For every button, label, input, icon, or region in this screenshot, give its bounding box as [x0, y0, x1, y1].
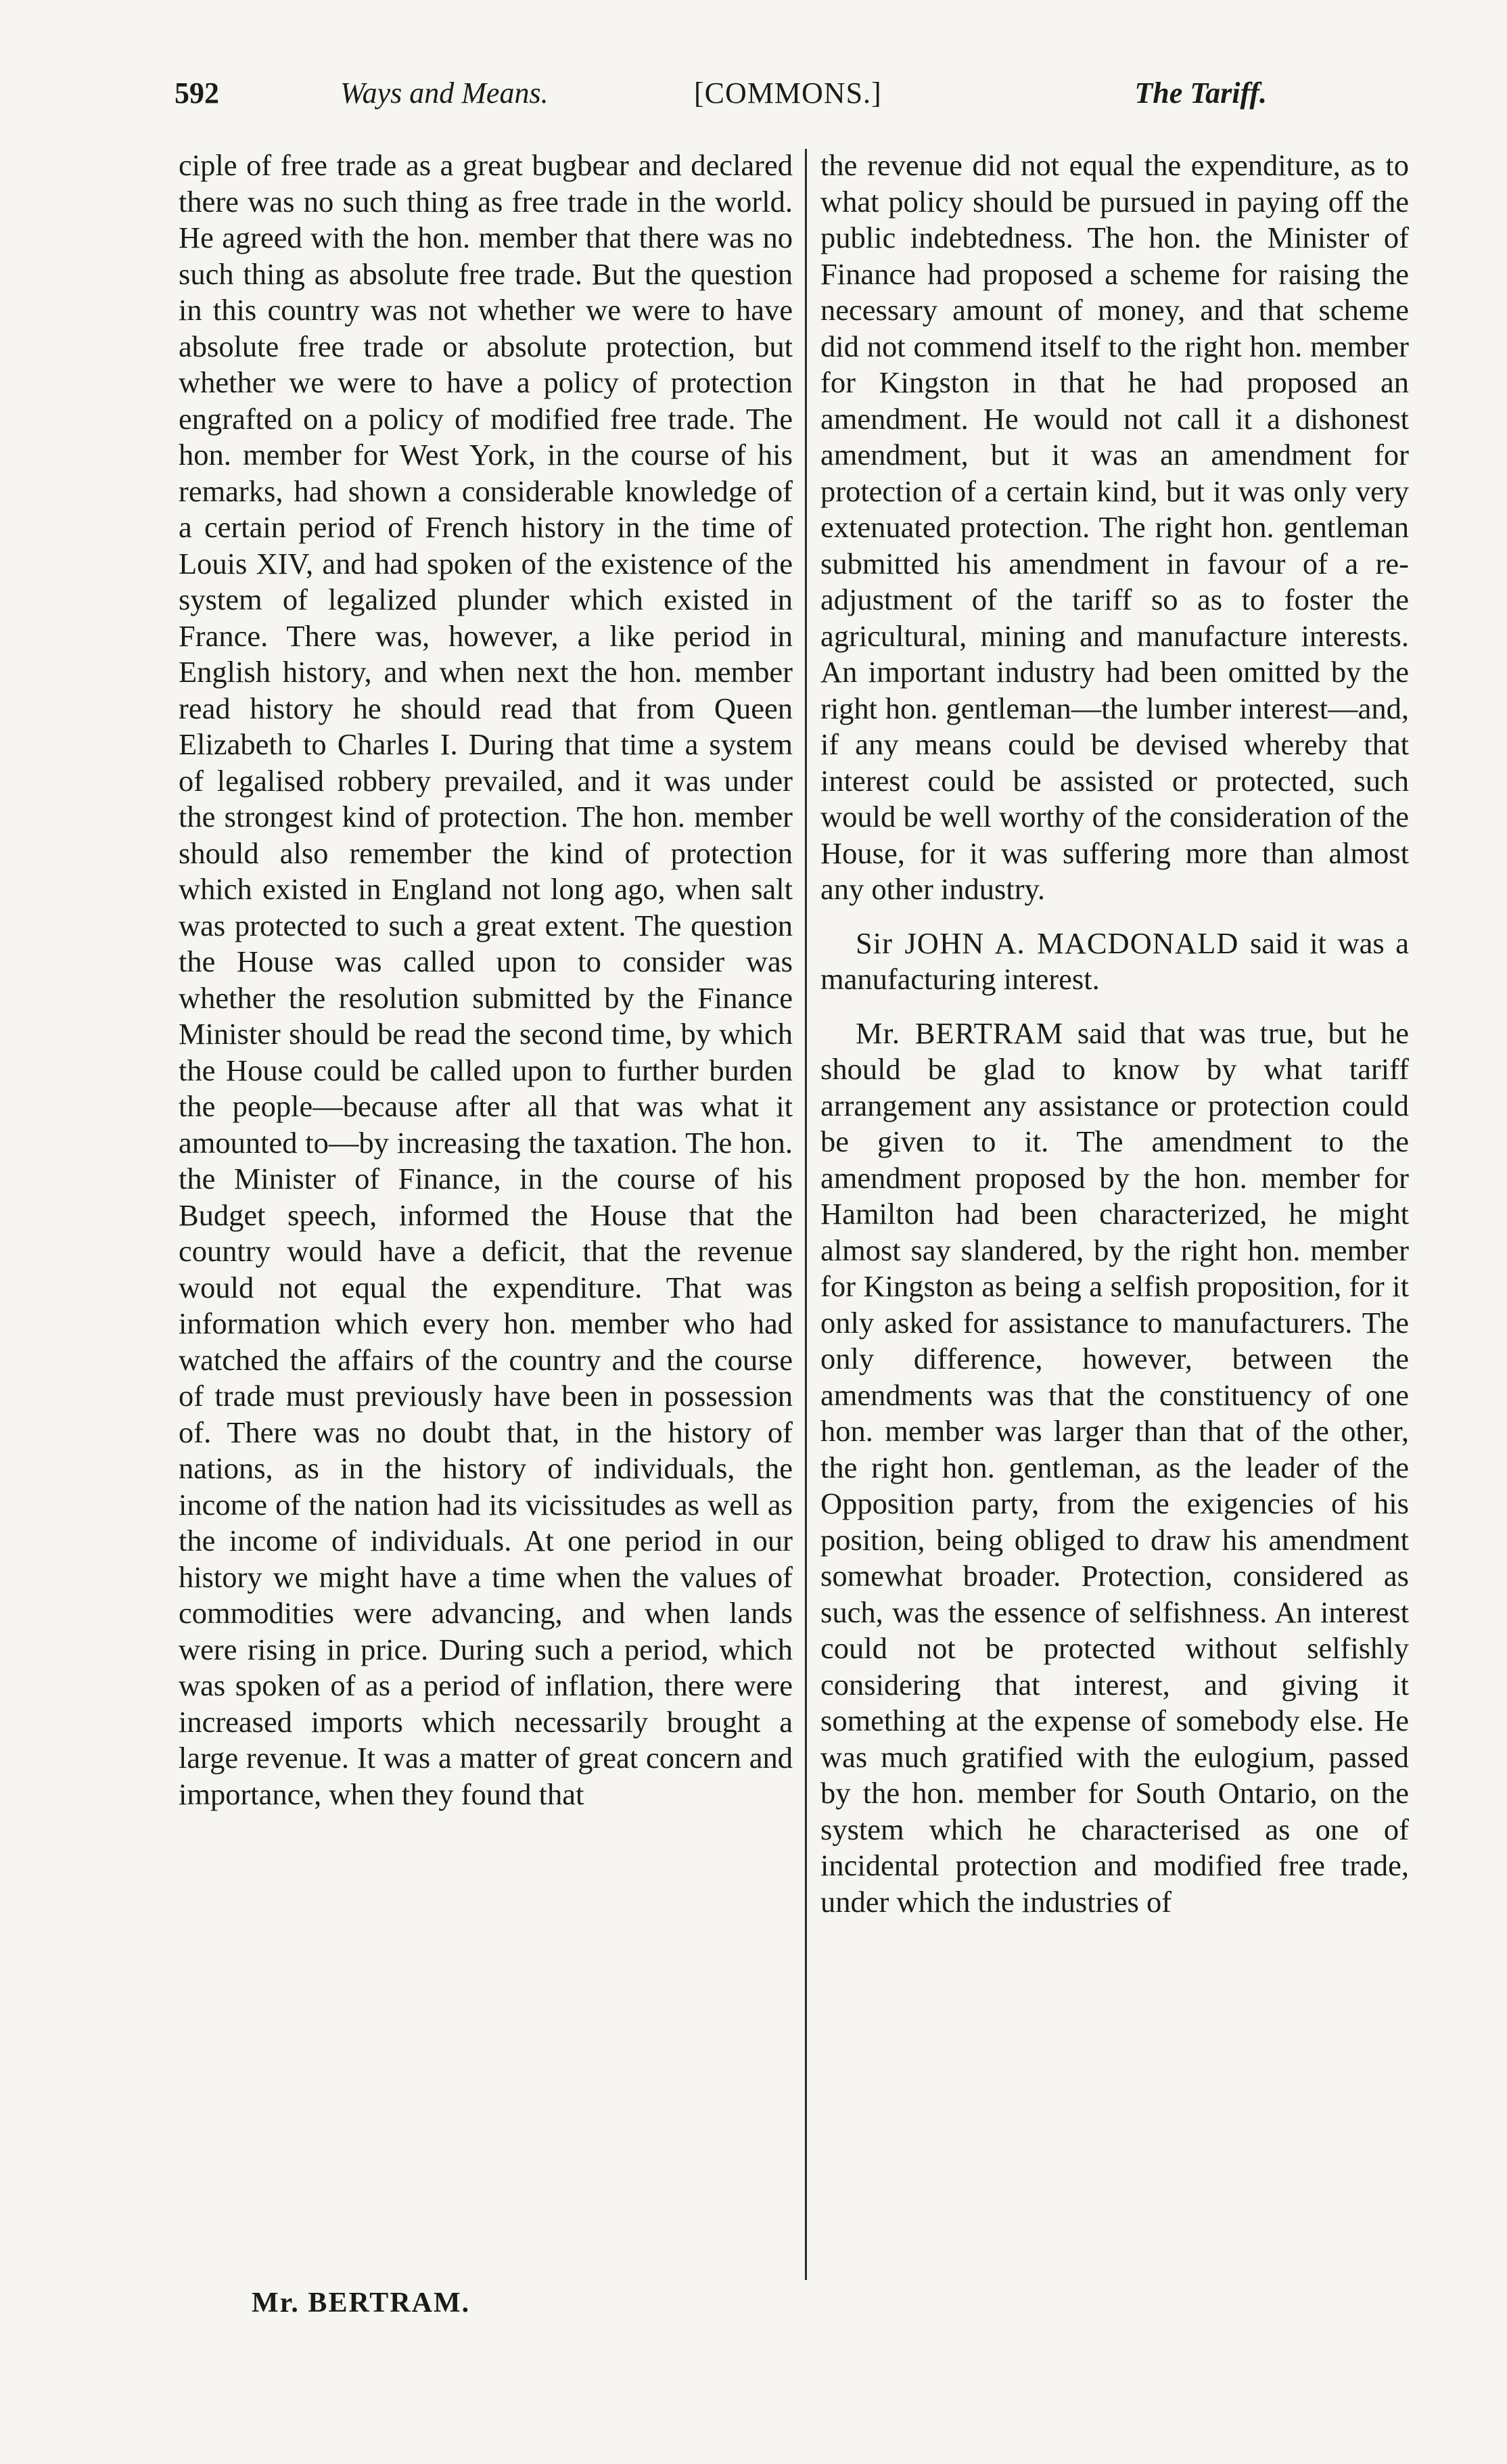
speech-bertram	[820, 1016, 1409, 1921]
page-number: 592	[175, 76, 219, 110]
right-column-paragraph-1: the revenue did not equal the expenditure, as to what policy should be pursued in paying off the public indebtedness. The hon. the Minister of Finance had proposed a scheme for raising the necessary amount of money, and that scheme did not commend itself to the right hon. member for Kingston in that he had proposed an amendment. He would not call it a dishonest amendment, but it was an amendment for protection of a certain kind, but it was only very extenuated protection. The right hon. gentleman submitted his amendment in favour of a re-adjustment of the tariff so as to foster the agricultural, mining and manufacture interests. An important industry had been omitted by the right hon. gentleman—the lumber interest—and, if any means could be devised whereby that interest could be assisted or protected, such would be well worthy of the consideration of the House, for it was suffering more than almost any other industry.	[820, 148, 1409, 906]
column-divider	[805, 149, 807, 2280]
speech-text-macdonald: said it was a manufacturing interest.	[820, 926, 1409, 996]
left-column	[179, 147, 793, 1812]
page-header	[175, 76, 1267, 130]
running-head-house: [COMMONS.]	[694, 76, 882, 110]
right-column	[820, 147, 1409, 1920]
speech-text-bertram: said that was true, but he should be glad to know by what tariff arrangement any assistance or protection could be given to it. The amendment to the amendment proposed by the hon. member for Hamilton had been characterized, he might almost say slandered, by the right hon. member for Kingston as being a selfish proposition, for it only asked for assistance to manufacturers. The only difference, however, between the amendments was that the constituency of one hon. member was larger than that of the other, the right hon. gentleman, as the leader of the Opposition party, from the exigencies of his position, being obliged to draw his amendment somewhat broader. Protection, considered as such, was the essence of selfishness. An interest could not be protected without selfishly considering that interest, and giving it something at the expense of somebody else. He was much gratified with the eulogium, passed by the hon. member for South Ontario, on the system which he characterised as one of incidental protection and modified free trade, under which the industries of	[820, 1016, 1409, 1919]
running-head-section: Ways and Means.	[340, 76, 549, 110]
speaker-name-bertram: Mr. BERTRAM	[856, 1016, 1064, 1050]
speaker-name-macdonald: Sir JOHN A. MACDONALD	[856, 926, 1239, 960]
speech-macdonald	[820, 926, 1409, 998]
running-head-topic: The Tariff.	[1134, 76, 1267, 110]
left-column-paragraph: ciple of free trade as a great bugbear and declared there was no such thing as free trade in the world. He agreed with the hon. member that there was no such thing as absolute free trade. But the question in this country was not whether we were to have absolute free trade or absolute protection, but whether we were to have a policy of protection engrafted on a policy of modified free trade. The hon. member for West York, in the course of his remarks, had shown a considerable knowledge of a certain period of French history in the time of Louis XIV, and had spoken of the existence of the system of legalized plunder which existed in France. There was, however, a like period in English history, and when next the hon. member read history he should read that from Queen Elizabeth to Charles I. During that time a system of legalised robbery prevailed, and it was under the strongest kind of protection. The hon. member should also remember the kind of protection which existed in England not long ago, when salt was protected to such a great extent. The question the House was called upon to consider was whether the resolution submitted by the Finance Minister should be read the second time, by which the House could be called upon to further burden the people—because after all that was what it amounted to—by increasing the taxation. The hon. the Minister of Finance, in the course of his Budget speech, informed the House that the country would have a deficit, that the revenue would not equal the expenditure. That was information which every hon. member who had watched the affairs of the country and the course of trade must previously have been in possession of. There was no doubt that, in the history of nations, as in the history of individuals, the income of the nation had its vicissitudes as well as the income of individuals. At one period in our history we might have a time when the values of commodities were advancing, and when lands were rising in price. During such a period, which was spoken of as a period of inflation, there were increased imports which necessarily brought a large revenue. It was a matter of great concern and importance, when they found that	[179, 148, 793, 1811]
footer-speaker: Mr. BERTRAM.	[252, 2287, 471, 2319]
